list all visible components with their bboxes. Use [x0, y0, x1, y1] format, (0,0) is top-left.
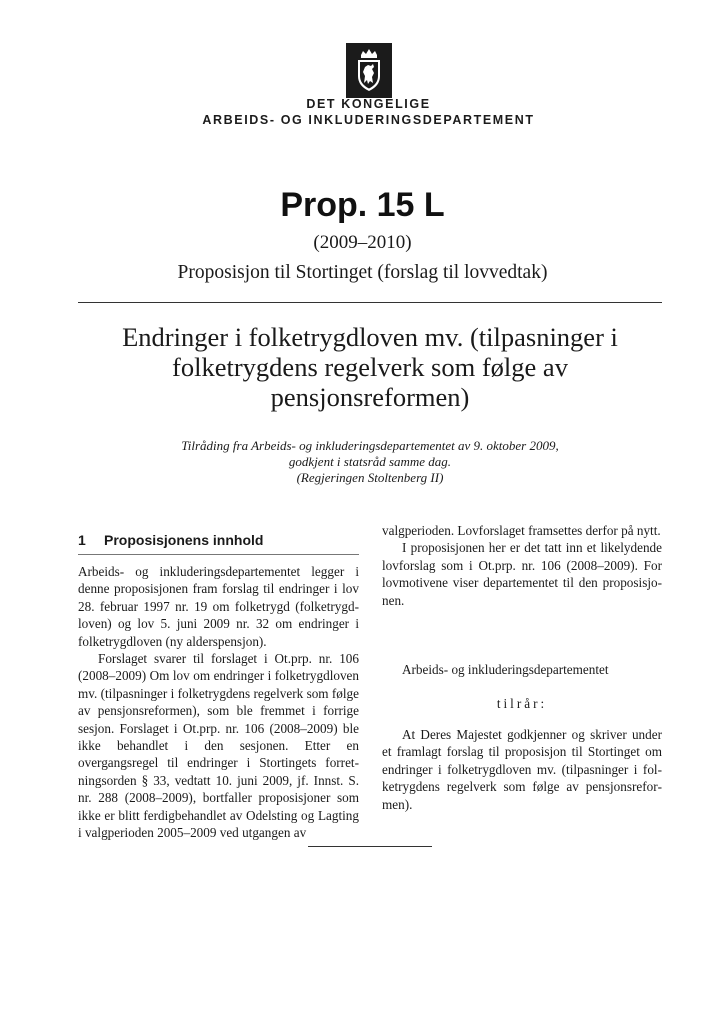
paragraph-2: Forslaget svarer til forslaget i Ot.prp. nr. 106 (2008–2009) Om lov om endringer i folketrygdloven mv. (tilpasninger i folketrygdens regelverk som følge av pensjonsreformen), som ble fremmet i forrige sesjon. Forslaget i Ot.prp. nr. 106 (2008–2009) ble ikke behandlet i den sesjonen. Etter en overgangsregel til endringer i Stortingets forretningsorden § 33, vedtatt 10. juni 2009, jf. Innst. S. nr. 288 (2008–2009), bortfaller proposisjoner som ikke er blitt ferdigbehandlet av Odelsting og Lagting i valgperioden 2005–2009 ved utgangen av	[78, 651, 359, 841]
paragraph-3: valgperioden. Lovforslaget framsettes derfor på nytt.	[382, 523, 661, 538]
signature-text: At Deres Majestet godkjenner og skriver under et framlagt forslag til proposisjon til Stortinget om endringer i folketrygdloven mv. (tilpasninger i folketrygdens regelverk som følge av pensjonsreformen).	[382, 727, 662, 812]
signature-text-block	[382, 726, 662, 813]
recommendation-line-2: godkjent i statsråd samme dag.	[288, 454, 452, 469]
main-title	[80, 322, 660, 412]
right-column	[382, 522, 662, 609]
document-subtitle: Proposisjon til Stortinget (forslag til lovvedtak)	[177, 262, 548, 283]
proposition-number: Prop. 15 L	[280, 186, 445, 224]
recommendation-line-3: (Regjeringen Stoltenberg II)	[296, 470, 444, 485]
end-divider	[308, 846, 432, 847]
section-heading	[78, 532, 359, 548]
section-title: Proposisjonens innhold	[104, 532, 264, 548]
ministry-line-2: ARBEIDS- OG INKLUDERINGSDEPARTEMENT	[202, 113, 535, 127]
section-number: 1	[78, 532, 86, 548]
ministry-line-1: DET KONGELIGE	[306, 97, 431, 111]
signature-department: Arbeids- og inkluderingsdepartementet	[402, 662, 609, 677]
main-title-line-3: pensjonsreformen)	[270, 382, 470, 412]
recommendation-block	[80, 438, 660, 486]
main-title-line-2: folketrygdens regelverk som følge av	[172, 352, 568, 382]
signature-tilrar: tilrår:	[496, 696, 548, 711]
left-column	[78, 563, 359, 842]
main-title-line-1: Endringer i folketrygdloven mv. (tilpasninger i	[122, 322, 618, 352]
paragraph-4: I proposisjonen her er det tatt inn et likelydende lovforslag som i Ot.prp. nr. 106 (2008–2009). For lovmotivene viser departementet til den proposisjonen.	[382, 540, 662, 608]
title-divider	[78, 302, 662, 303]
section-heading-rule	[78, 554, 359, 555]
paragraph-1: Arbeids- og inkluderingsdepartementet legger i denne proposisjonen fram forslag til endringer i lov 28. februar 1997 nr. 19 om folketrygd (folketrygdloven) og lov 5. juni 2009 nr. 32 om endringer i folketrygdloven (ny alderspensjon).	[78, 564, 359, 649]
recommendation-line-1: Tilråding fra Arbeids- og inkluderingsdepartementet av 9. oktober 2009,	[181, 438, 559, 453]
coat-of-arms-icon	[346, 43, 392, 98]
session-years: (2009–2010)	[313, 232, 412, 253]
